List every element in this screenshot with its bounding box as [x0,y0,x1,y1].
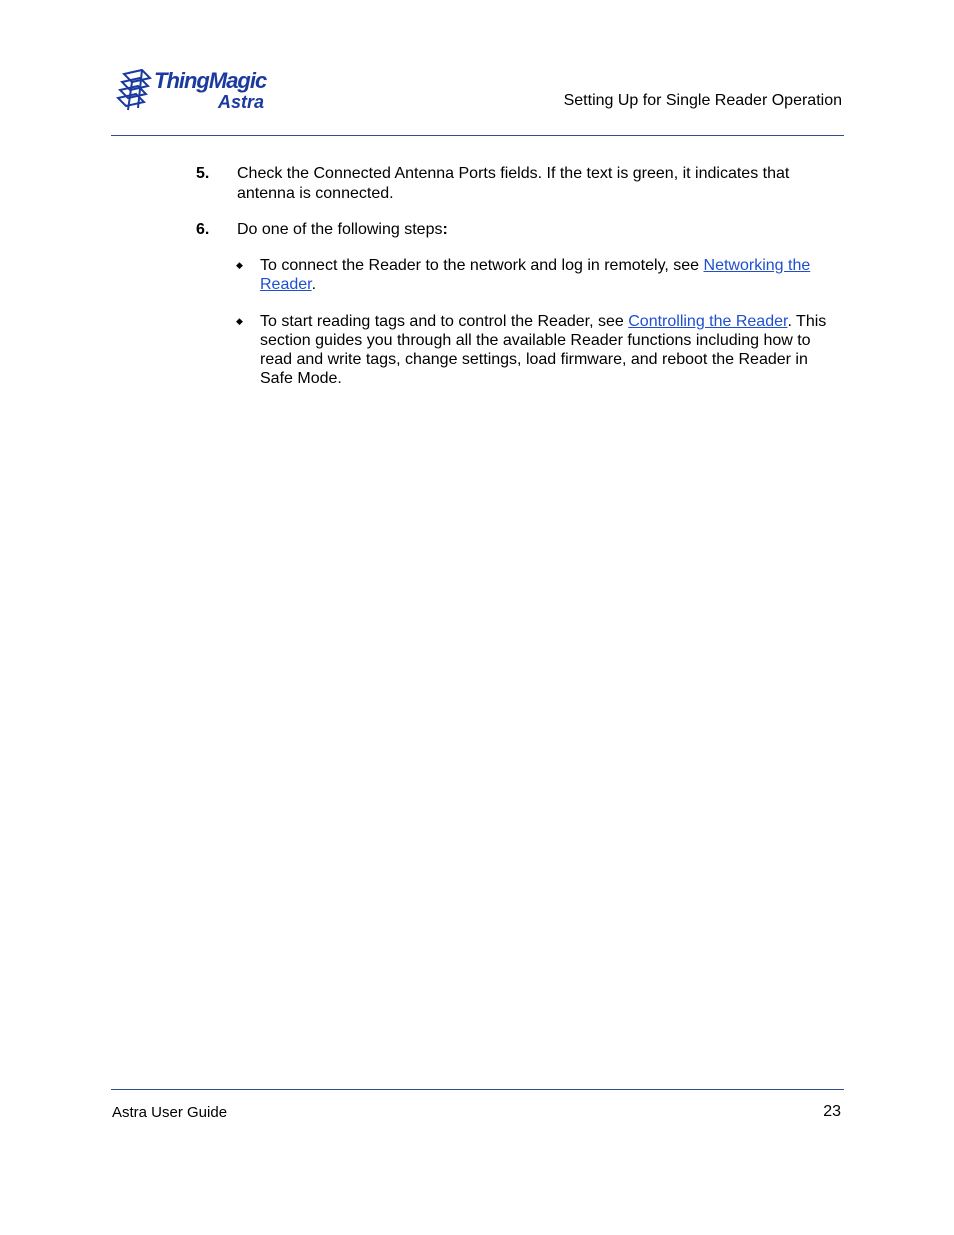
step-number: 6. [196,221,210,238]
bullet-text-tail: . This section guides you through all the available Reader functions including how to read and write tags, change settings, load firmware, and reboot the Reader in Safe Mode. [260,313,827,387]
step-text-body: Do one of the following steps [237,221,443,238]
diamond-bullet-icon: ◆ [236,260,243,270]
thingmagic-logo-icon [116,68,156,114]
bullet-text-lead: To connect the Reader to the network and log in remotely, see [260,257,704,274]
bullet-text [260,312,844,388]
bullet-text-tail: . [311,276,317,293]
footer-divider [111,1089,844,1090]
thingmagic-logo [116,66,276,116]
step-text [237,220,837,240]
step-text-colon: : [442,221,448,238]
diamond-bullet-icon: ◆ [236,316,243,326]
page-number: 23 [823,1103,841,1120]
networking-the-reader-link[interactable]: Networking the Reader [260,257,811,293]
header-divider [111,135,844,136]
step-text: Check the Connected Antenna Ports fields. If the text is green, it indicates that antenna is connected. [237,165,790,202]
step-number: 5. [196,165,210,182]
section-title: Setting Up for Single Reader Operation [563,92,842,109]
bullet-text-lead: To start reading tags and to control the Reader, see [260,313,629,330]
logo-product-name: Astra [218,92,265,112]
bullet-text [260,256,844,294]
guide-title: Astra User Guide [112,1104,228,1121]
logo-wordmark: ThingMagic [154,68,267,93]
controlling-the-reader-link[interactable]: Controlling the Reader [628,313,788,330]
